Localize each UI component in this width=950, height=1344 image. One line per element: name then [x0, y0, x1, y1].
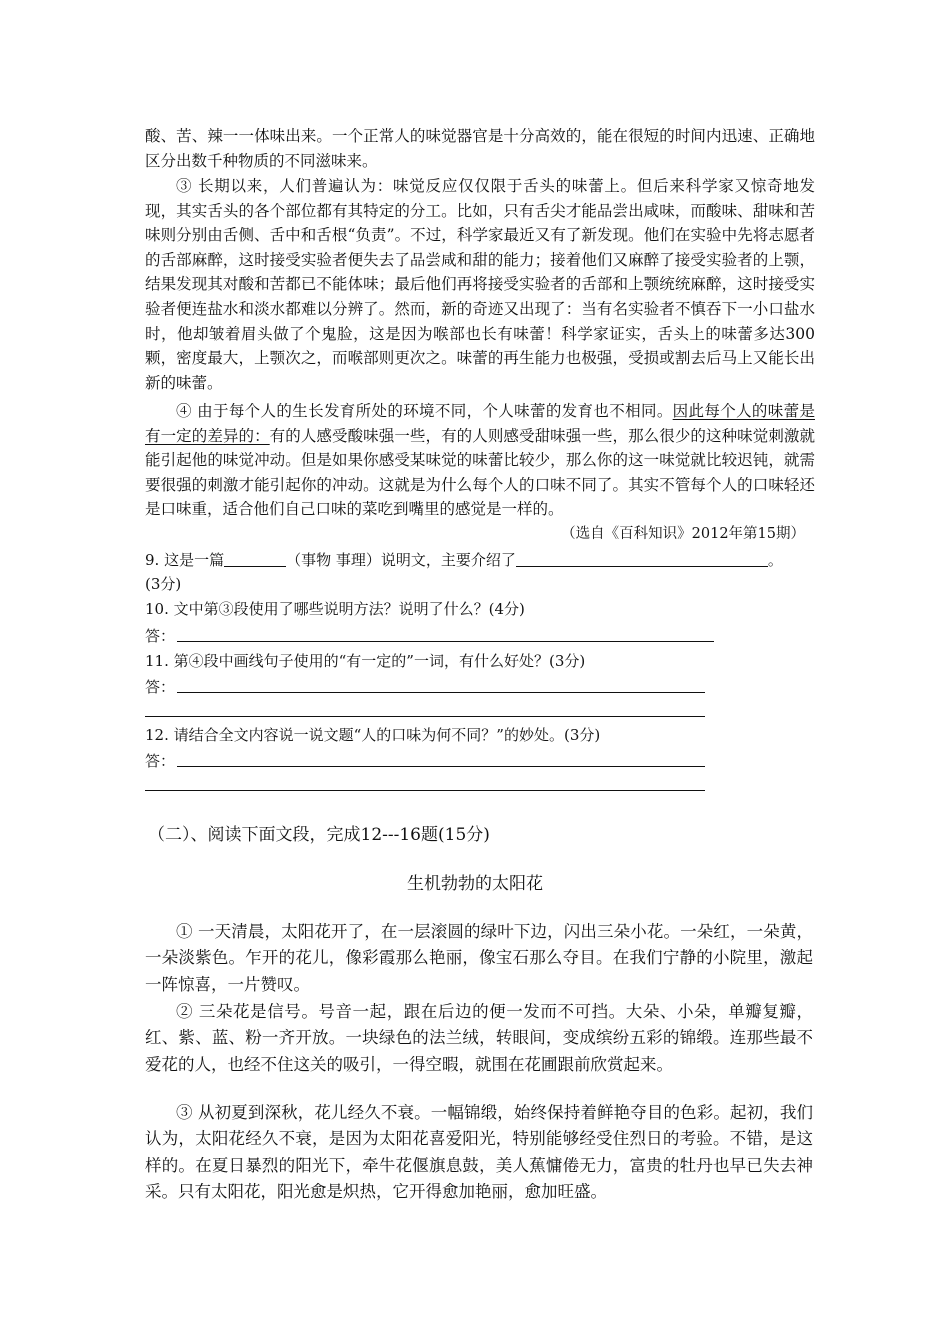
question-10: 10. 文中第③段使用了哪些说明方法？说明了什么？(4分) — [145, 600, 525, 618]
article-2-paragraph-2: ② 三朵花是信号。号音一起，跟在后边的便一发而不可挡。大朵、小朵，单瓣复瓣，红、紫、蓝、粉一齐开放。一块绿色的法兰绒，转眼间，变成缤纷五彩的锦缎。连那些最不爱花的人，也经不住这关的吸引，一得空暇，就围在花圃跟前欣赏起来。 — [145, 1002, 813, 1074]
article-2-title: 生机勃勃的太阳花 — [407, 874, 543, 894]
answer-label-12: 答： — [145, 752, 176, 770]
answer-label-10: 答： — [145, 627, 176, 645]
answer-line-10[interactable] — [177, 641, 714, 642]
question-12: 12. 请结合全文内容说一说文题“人的口味为何不同？”的妙处。(3分) — [145, 726, 601, 744]
question-9-prefix: 9. 这是一篇 — [145, 551, 225, 569]
article-2-paragraph-1: ① 一天清晨，太阳花开了，在一层滚圆的绿叶下边，闪出三朵小花。一朵红，一朵黄，一朵淡紫色。乍开的花儿，像彩霞那么艳丽，像宝石那么夺目。在我们宁静的小院里，激起一阵惊喜，一片赞叹。 — [145, 922, 813, 994]
section-2-heading: （二）、阅读下面文段，完成12---16题(15分) — [148, 825, 490, 845]
question-9 — [145, 549, 783, 571]
question-9-score: (3分) — [145, 575, 182, 593]
answer-label-11: 答： — [145, 678, 176, 696]
article-paragraph-4 — [145, 399, 815, 522]
answer-line-11b[interactable] — [145, 716, 705, 717]
article-2-paragraph-3: ③ 从初夏到深秋，花儿经久不衰。一幅锦缎，始终保持着鲜艳夺目的色彩。起初，我们认为，太阳花经久不衰，是因为太阳花喜爱阳光，特别能够经受住烈日的考验。不错，是这样的。在夏日暴烈的阳光下，牵牛花偃旗息鼓，美人蕉慵倦无力，富贵的牡丹也早已失去神采。只有太阳花，阳光愈是炽热，它开得愈加艳丽，愈加旺盛。 — [145, 1103, 813, 1202]
question-9-end: 。 — [767, 551, 783, 569]
paragraph-4-rest: 有的人感受酸味强一些，有的人则感受甜味强一些，那么很少的这种味觉刺激就能引起他的味觉冲动。但是如果你感受某味觉的味蕾比较少，那么你的这一味觉就比较迟钝，就需要很强的刺激才能引起你的冲动。这就是为什么每个人的口味不同了。其实不管每个人的口味轻还是口味重，适合他们自己口味的菜吃到嘴里的感觉是一样的。 — [145, 426, 815, 519]
underlined-sentence: 因此每个人的味蕾是有一定的差异的： — [145, 402, 815, 445]
answer-line-11a[interactable] — [177, 692, 705, 693]
answer-line-12a[interactable] — [177, 766, 705, 767]
answer-line-12b[interactable] — [145, 790, 705, 791]
question-11: 11. 第④段中画线句子使用的“有一定的”一词，有什么好处？(3分) — [145, 652, 586, 670]
article-paragraph-continued: 酸、苦、辣一一体味出来。一个正常人的味觉器官是十分高效的，能在很短的时间内迅速、正确地区分出数千种物质的不同滋味来。 — [145, 127, 815, 170]
article-source: （选自《百科知识》2012年第15期） — [561, 526, 805, 542]
paragraph-4-lead: ④ 由于每个人的生长发育所处的环境不同，个人味蕾的发育也不相同。 — [176, 402, 673, 420]
blank-type-field[interactable] — [224, 551, 286, 567]
question-9-middle: （事物 事理）说明文，主要介绍了 — [286, 551, 516, 569]
blank-content-field[interactable] — [516, 551, 768, 567]
article-paragraph-3: ③ 长期以来，人们普遍认为：味觉反应仅仅限于舌头的味蕾上。但后来科学家又惊奇地发现，其实舌头的各个部位都有其特定的分工。比如，只有舌尖才能品尝出咸味，而酸味、甜味和苦味则分别由舌侧、舌中和舌根“负责”。不过，科学家最近又有了新发现。他们在实验中先将志愿者的舌部麻醉，这时接受实验者便失去了品尝咸和甜的能力；接着他们又麻醉了接受实验者的上颚，结果发现其对酸和苦都已不能体味；最后他们再将接受实验者的舌部和上颚统统麻醉，这时接受实验者便连盐水和淡水都难以分辨了。然而，新的奇迹又出现了：当有名实验者不慎吞下一小口盐水时，他却皱着眉头做了个鬼脸，这是因为喉部也长有味蕾！科学家证实，舌头上的味蕾多达300颗，密度最大，上颚次之，而喉部则更次之。味蕾的再生能力也极强，受损或割去后马上又能长出新的味蕾。 — [145, 177, 815, 392]
